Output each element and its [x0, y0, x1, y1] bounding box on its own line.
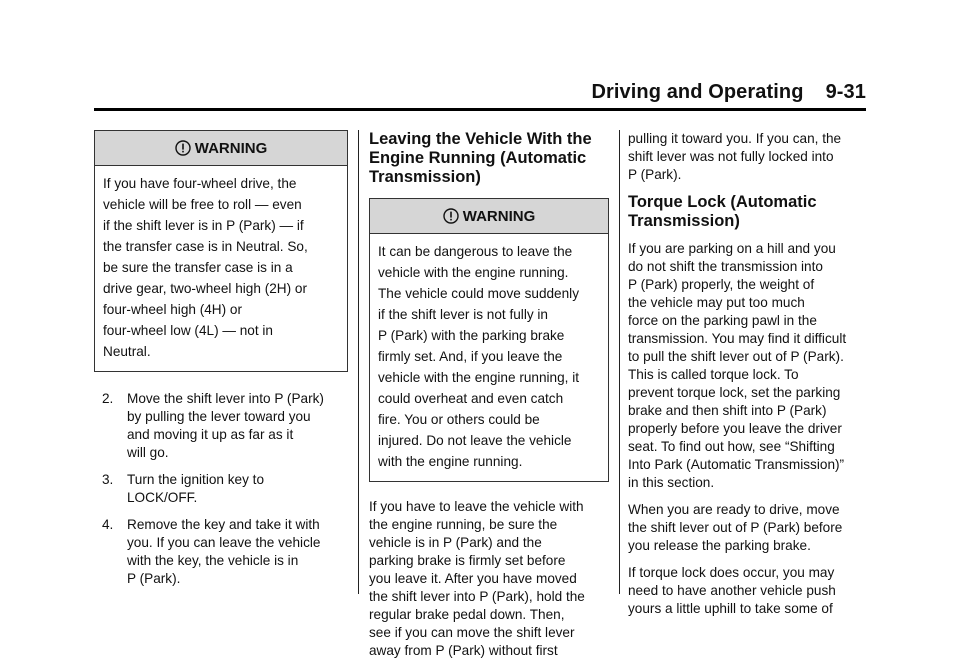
text-line: P (Park) properly, the weight of	[628, 277, 815, 292]
warning-line: injured. Do not leave the vehicle	[378, 433, 572, 448]
warning-line: if the shift lever is not fully in	[378, 307, 548, 322]
list-item	[94, 516, 348, 588]
page-number: 9-31	[825, 81, 866, 103]
text-line: you leave it. After you have moved	[369, 571, 577, 586]
warning-line: vehicle with the engine running.	[378, 265, 569, 280]
text-line: you release the parking brake.	[628, 538, 811, 553]
warning-line: four-wheel low (4L) — not in	[103, 323, 273, 338]
section-heading	[628, 193, 868, 231]
text-line: the shift lever out of P (Park) before	[628, 520, 843, 535]
text-line: This is called torque lock. To	[628, 367, 799, 382]
warning-line: vehicle will be free to roll — even	[103, 197, 302, 212]
warning-line: if the shift lever is in P (Park) — if	[103, 218, 304, 233]
text-line: regular brake pedal down. Then,	[369, 607, 565, 622]
text-line: If you have to leave the vehicle with	[369, 499, 584, 514]
step-line: Remove the key and take it with	[127, 517, 320, 532]
section-heading	[369, 130, 609, 187]
warning-line: could overheat and even catch	[378, 391, 564, 406]
body-paragraph	[628, 564, 868, 618]
step-line: LOCK/OFF.	[127, 490, 198, 505]
warning-line: The vehicle could move suddenly	[378, 286, 579, 301]
column-left	[94, 130, 348, 597]
step-line: Move the shift lever into P (Park)	[127, 391, 324, 406]
warning-line: vehicle with the engine running, it	[378, 370, 580, 385]
step-line: you. If you can leave the vehicle	[127, 535, 321, 550]
warning-line: Neutral.	[103, 344, 151, 359]
warning-box	[94, 130, 348, 372]
column-middle	[369, 130, 609, 660]
text-line: do not shift the transmission into	[628, 259, 823, 274]
warning-line: with the engine running.	[378, 454, 523, 469]
list-item	[94, 390, 348, 462]
text-line: When you are ready to drive, move	[628, 502, 840, 517]
list-item	[94, 471, 348, 507]
text-line: in this section.	[628, 475, 715, 490]
body-paragraph	[628, 501, 868, 555]
text-line: the shift lever into P (Park), hold the	[369, 589, 585, 604]
text-line: Into Park (Automatic Transmission)”	[628, 457, 845, 472]
step-number: 4.	[102, 517, 114, 532]
column-right	[628, 130, 868, 627]
step-line: with the key, the vehicle is in	[127, 553, 299, 568]
heading-line: Transmission)	[369, 168, 481, 186]
text-line: shift lever was not fully locked into	[628, 149, 834, 164]
text-line: to pull the shift lever out of P (Park).	[628, 349, 844, 364]
step-number: 3.	[102, 472, 114, 487]
text-line: away from P (Park) without first	[369, 643, 558, 658]
step-line: P (Park).	[127, 571, 181, 586]
step-line: by pulling the lever toward you	[127, 409, 311, 424]
warning-line: the transfer case is in Neutral. So,	[103, 239, 308, 254]
text-line: If you are parking on a hill and you	[628, 241, 836, 256]
text-line: the vehicle may put too much	[628, 295, 805, 310]
warning-line: four-wheel high (4H) or	[103, 302, 243, 317]
warning-line: P (Park) with the parking brake	[378, 328, 565, 343]
step-line: and moving it up as far as it	[127, 427, 294, 442]
text-line: parking brake is firmly set before	[369, 553, 566, 568]
warning-line: drive gear, two-wheel high (2H) or	[103, 281, 307, 296]
heading-line: Engine Running (Automatic	[369, 149, 587, 167]
text-line: brake and then shift into P (Park)	[628, 403, 827, 418]
heading-line: Transmission)	[628, 212, 740, 230]
text-line: vehicle is in P (Park) and the	[369, 535, 542, 550]
warning-body	[370, 234, 608, 481]
warning-line: fire. You or others could be	[378, 412, 540, 427]
warning-header	[370, 199, 608, 234]
running-head	[591, 81, 866, 104]
warning-label: WARNING	[462, 207, 536, 225]
step-line: Turn the ignition key to	[127, 472, 265, 487]
section-title: Driving and Operating	[591, 81, 804, 103]
warning-line: be sure the transfer case is in a	[103, 260, 293, 275]
text-line: properly before you leave the driver	[628, 421, 842, 436]
text-line: prevent torque lock, set the parking	[628, 385, 841, 400]
body-paragraph	[628, 130, 868, 184]
column-divider	[358, 130, 359, 594]
heading-line: Torque Lock (Automatic	[628, 193, 817, 211]
body-paragraph	[369, 498, 609, 660]
warning-triangle-icon	[175, 140, 191, 156]
step-number: 2.	[102, 391, 114, 406]
text-line: yours a little uphill to take some of	[628, 601, 833, 616]
warning-triangle-icon	[443, 208, 459, 224]
step-line: will go.	[127, 445, 169, 460]
warning-line: It can be dangerous to leave the	[378, 244, 573, 259]
warning-body	[95, 166, 347, 371]
text-line: pulling it toward you. If you can, the	[628, 131, 842, 146]
warning-label: WARNING	[194, 139, 268, 157]
step-list	[94, 390, 348, 588]
text-line: seat. To find out how, see “Shifting	[628, 439, 835, 454]
body-paragraph	[628, 240, 868, 492]
warning-header	[95, 131, 347, 166]
heading-line: Leaving the Vehicle With the	[369, 130, 592, 148]
warning-line: firmly set. And, if you leave the	[378, 349, 563, 364]
text-line: transmission. You may find it difficult	[628, 331, 847, 346]
column-divider	[619, 130, 620, 594]
text-line: the engine running, be sure the	[369, 517, 558, 532]
text-line: need to have another vehicle push	[628, 583, 836, 598]
text-line: If torque lock does occur, you may	[628, 565, 835, 580]
text-line: P (Park).	[628, 167, 682, 182]
warning-line: If you have four-wheel drive, the	[103, 176, 297, 191]
warning-box	[369, 198, 609, 482]
page-header	[94, 80, 866, 111]
text-line: force on the parking pawl in the	[628, 313, 817, 328]
text-line: see if you can move the shift lever	[369, 625, 575, 640]
